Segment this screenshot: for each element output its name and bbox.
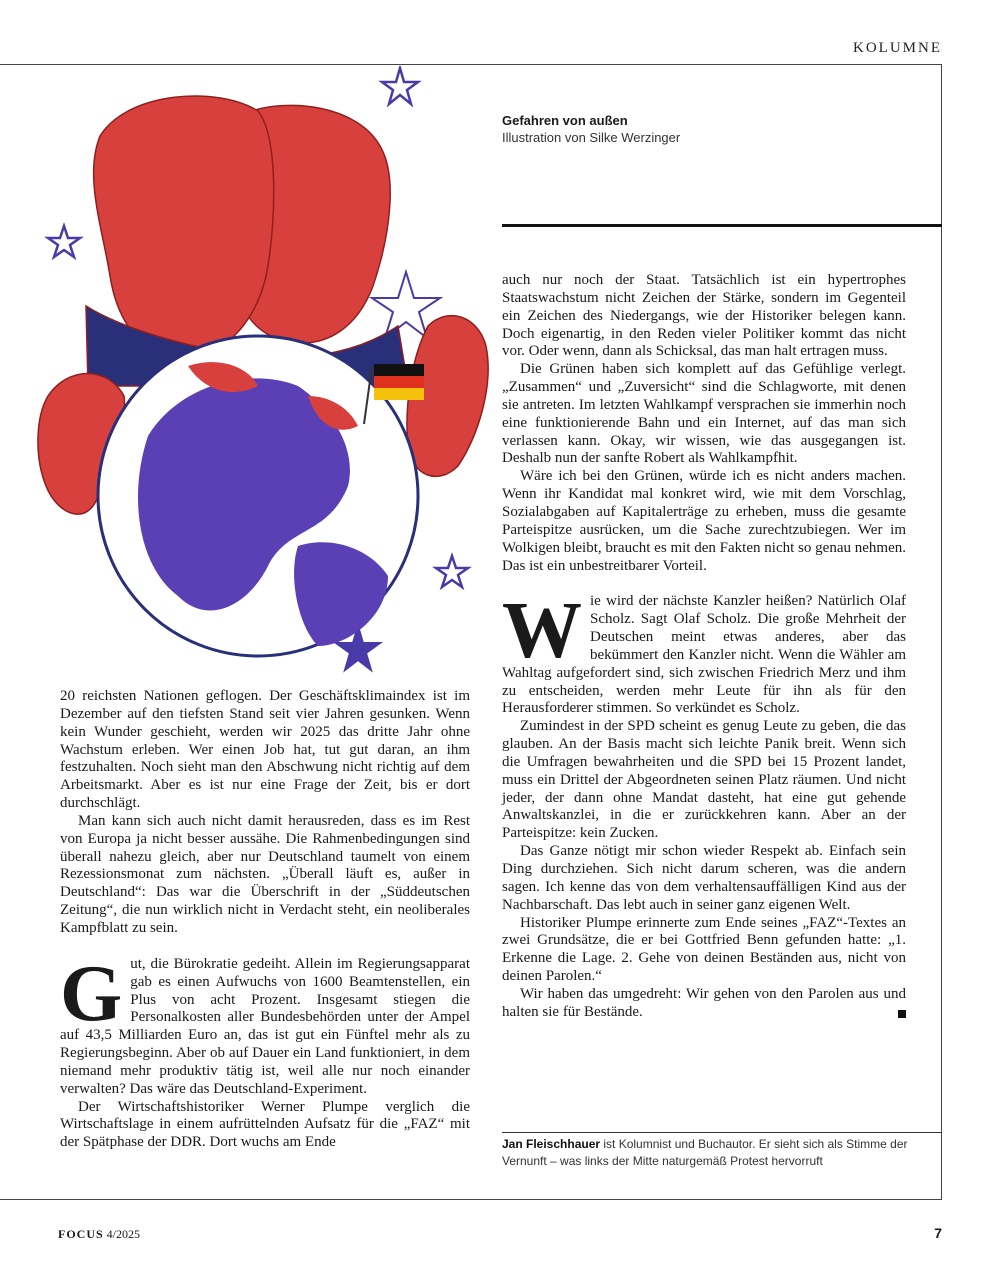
paragraph-text: ut, die Bürokratie gedeiht. Allein im Regierungsapparat gab es einen Aufwuchs von 1600 Beamtenstellen, ein Plus von acht Prozent. Insgesamt stiegen die Personalkosten aller Bundesbehörden unter der Ampel auf 43,5 Milliarden Euro an, das ist gut ein Fünftel mehr als zu Regierungsbeginn. Aber ob auf Dauer ein Land funktioniert, in dem niemand mehr produktiv tätig ist, weil alle nur noch einander verwalten? Das wäre das Deutschland-Experiment.	[60, 955, 470, 1097]
author-name: Jan Fleischhauer	[502, 1137, 601, 1151]
star-icon	[382, 68, 418, 104]
paragraph: auch nur noch der Staat. Tatsächlich ist ein hypertrophes Staatswachstum nicht Zeichen der Stärke, sondern im Gegenteil ein Zeichen des Niedergangs, wie der Historiker belegen kann. Doch eigenartig, in den Reden vieler Politiker kommt das nicht vor. Oder wenn, dann als Schicksal, das man halt ertragen muss.	[502, 272, 906, 360]
section-rubric: KOLUMNE	[853, 40, 942, 56]
section-rule	[502, 224, 942, 227]
paragraph: Zumindest in der SPD scheint es genug Leute zu geben, die das glauben. An der Basis macht sich leichte Panik breit. Wenn sich die Umfragen bewahrheiten und die SPD bei 15 Prozent landet, muss ein Drittel der Abgeordneten seinen Platz räumen. Und nicht jeder, der dann ohne Mandat dasteht, hat eine gut gehende Anwaltskanzlei, in die er zurückkehren kann. Aber an der Parteispitze: kein Zucken.	[502, 718, 906, 842]
paragraph-text: ie wird der nächste Kanzler heißen? Natürlich Olaf Scholz. Sagt Olaf Scholz. Die große Mehrheit der Deutschen meint etwas anderes, aber das bekümmert den Kanzler nicht. Wenn die Wähler am Wahltag aufgefordert sind, sich zwischen Friedrich Merz und ihm zu entscheiden, werden mehr Leute für ihn als für den Herausforderer stimmen. So verkündet es Scholz.	[502, 593, 906, 717]
author-bio	[502, 1132, 942, 1170]
paragraph-text: Wir haben das umgedreht: Wir gehen von den Parolen aus und halten sie für Bestände.	[502, 985, 906, 1020]
right-column	[502, 272, 906, 1022]
paragraph-with-dropcap	[60, 949, 470, 1099]
issue-number: 4/2025	[106, 1227, 141, 1241]
image-caption	[502, 112, 902, 146]
magazine-name: FOCUS	[58, 1227, 104, 1241]
author-description: ist Kolumnist und Buchautor. Er sieht sich als Stimme der Vernunft – was links der Mitte naturgemäß Protest hervorruft	[502, 1137, 908, 1168]
star-icon	[436, 556, 468, 587]
paragraph: Das Ganze nötigt mir schon wieder Respekt ab. Einfach sein Ding durchziehen. Sich nicht darum scheren, was die andern sagen. Ich kenne das von dem verhaltensauffälligen Kind aus der Nachbarschaft. Das lebt auch in seiner ganz eigenen Welt.	[502, 843, 906, 913]
paragraph	[502, 986, 906, 1022]
paragraph: Man kann sich auch nicht damit herausreden, dass es im Rest von Europa ja nicht besser aussähe. Die Rahmenbedingungen sind überall nahezu gleich, aber nur Deutschland taumelt von einem Rezessionsmonat zum nächsten. „Überall läuft es, außer in Deutschland“: Das war die Überschrift in der „Süddeutschen Zeitung“, die nun wirklich nicht in Verdacht steht, ein neoliberales Kampfblatt zu sein.	[60, 812, 470, 936]
paragraph: Historiker Plumpe erinnerte zum Ende seines „FAZ“-Textes an zwei Grundsätze, die er bei Gottfried Benn gefunden hatte: „1. Erkenne die Lage. 2. Gehe von deinen Beständen aus, nicht von deinen Parolen.“	[502, 914, 906, 985]
end-mark-icon	[898, 1010, 906, 1018]
footer-issue	[58, 1227, 140, 1242]
left-column	[60, 688, 470, 1152]
caption-title: Gefahren von außen	[502, 113, 628, 128]
caption-credit: Illustration von Silke Werzinger	[502, 130, 681, 145]
paragraph: Der Wirtschaftshistoriker Werner Plumpe verglich die Wirtschaftslage in einem aufrüttelnden Aufsatz für die „FAZ“ mit der Spätphase der DDR. Dort wuchs am Ende	[60, 1098, 470, 1151]
star-icon	[48, 226, 80, 257]
dropcap: W	[502, 587, 582, 676]
paragraph: Wäre ich bei den Grünen, würde ich es nicht anders machen. Wenn ihr Kandidat mal konkret wird, wie mit dem Vorschlag, Sozialabgaben auf Kapitalerträge zu erheben, muss die gesamte Parteispitze ausrücken, um die Sache zurechtzubiegen. Wer im Wolkigen bleibt, braucht es mit den Fakten nicht so genau nehmen. Das ist ein unbestreitbarer Vorteil.	[502, 468, 906, 574]
page-number: 7	[934, 1225, 942, 1241]
paragraph: Die Grünen haben sich komplett auf das Gefühlige verlegt. „Zusammen“ und „Zuversicht“ sind die Schlagworte, mit denen sie antreten. Im letzten Wahlkampf versprachen sie immerhin noch eine funktionierende Bahn und ein Internet, auf das man sich verlassen kann. Okay, wir wissen, wie das ausgegangen ist. Deshalb nun der sanfte Robert als Wahlkampfhit.	[502, 361, 906, 467]
paragraph-with-dropcap	[502, 587, 906, 718]
paragraph: 20 reichsten Nationen geflogen. Der Geschäftsklimaindex ist im Dezember auf den tiefsten Stand seit vier Jahren gesunken. Wenn kein Wunder geschieht, werden wir 2025 das dritte Jahr ohne Wachstum erleben. Wer einen Job hat, tut gut daran, an ihm festzuhalten. Noch sieht man den Abschwung nicht richtig auf dem Arbeitsmarkt. Aber es ist nur eine Frage der Zeit, bis er dort durchschlägt.	[60, 688, 470, 812]
dropcap: G	[60, 949, 123, 1038]
cover-illustration	[28, 66, 508, 696]
